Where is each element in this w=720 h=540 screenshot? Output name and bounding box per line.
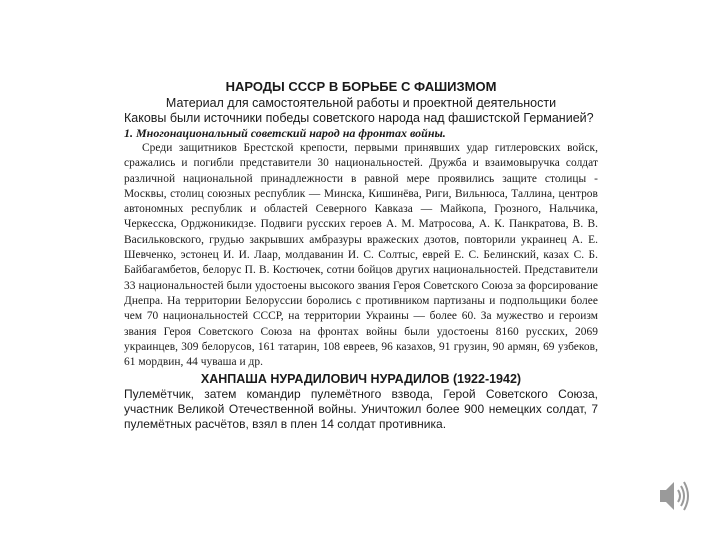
document-subtitle: Материал для самостоятельной работы и проектной деятельности xyxy=(165,96,557,110)
hero-title: ХАНПАША НУРАДИЛОВИЧ НУРАДИЛОВ (1922-1942) xyxy=(200,372,522,387)
document-title: НАРОДЫ СССР В БОРЬБЕ С ФАШИЗМОМ xyxy=(225,79,497,94)
section-heading: 1. Многонациональный советский народ на фронтах войны. xyxy=(124,126,446,140)
body-paragraph: Среди защитников Брестской крепости, первыми принявших удар гитлеровских войск, сражались и погибли представители 30 национальностей. Дружба и взаимовыручка солдат различной национальной принадлежности в равной мере проявились защите столицы - Москвы, столиц союзных республик — Минска, Кишинёва, Риги, Вильнюса, Таллина, центров автономных республик и областей Северного Кавказа — Майкопа, Грозного, Нальчика, Черкесска, Орджоникидзе. Подвиги русских героев А. М. Матросова, А. К. Панкратова, В. В. Васильковского, грудью закрывших амбразуры вражеских дзотов, повторили украинец А. Е. Шевченко, эстонец И. И. Лаар, молдаванин И. С. Солтыс, еврей Е. С. Белинский, казах С. Б. Байбагамбетов, белорус П. В. Костючек, сотни бойцов других национальностей. Представители 33 национальностей были удостоены высокого звания Героя Советского Союза за форсирование Днепра. На территории Белоруссии боролись с противником партизаны и подпольщики более чем 70 национальностей СССР, на территории Украины — более 60. За мужество и героизм звания Героя Советского Союза на фронтах войны были удостоены 8160 русских, 2069 украинцев, 309 белорусов, 161 татарин, 108 евреев, 96 казахов, 91 грузин, 90 армян, 69 узбеков, 61 мордвин, 44 чуваша и др. xyxy=(124,142,598,369)
document-page xyxy=(124,79,598,432)
guiding-question: Каковы были источники победы советского народа над фашистской Германией? xyxy=(124,111,594,125)
hero-description: Пулемётчик, затем командир пулемётного взвода, Герой Советского Союза, участник Великой Отечественной войны. Уничтожил более 900 немецких солдат, 7 пулемётных расчётов, взял в плен 14 солдат противника. xyxy=(124,387,598,432)
speaker-icon[interactable] xyxy=(656,472,690,520)
speaker-icon-graphic xyxy=(656,472,690,520)
